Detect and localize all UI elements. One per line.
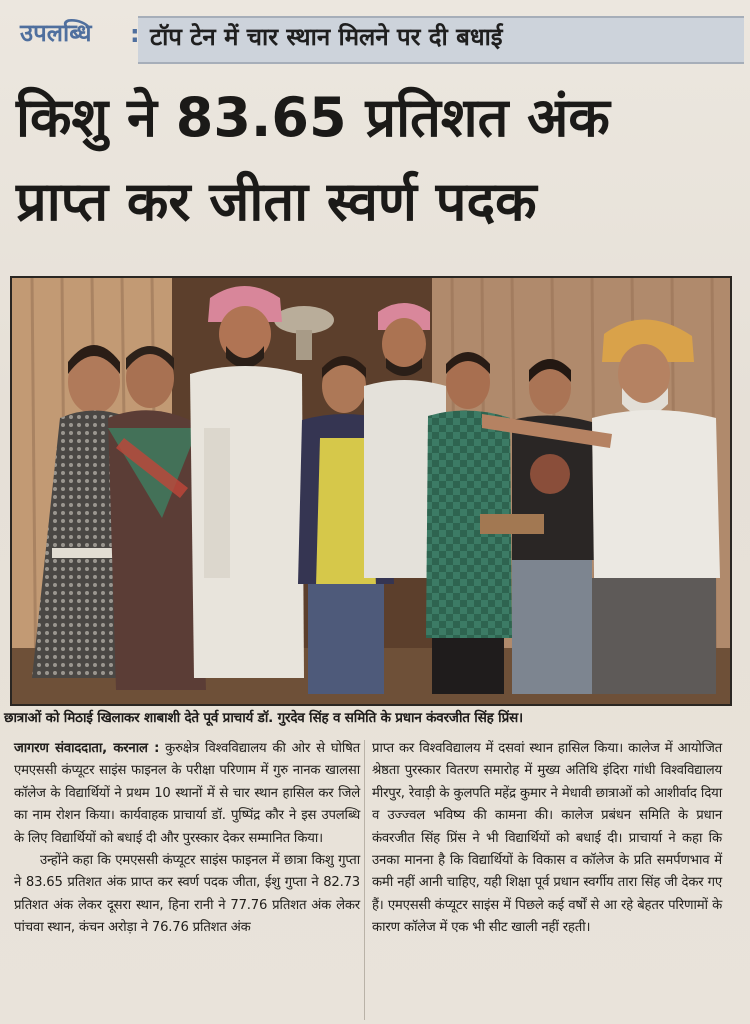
article-paragraph-2: उन्होंने कहा कि एमएससी कंप्यूटर साइंस फाइनल में छात्रा किशु गुप्ता ने 83.65 प्रतिशत अंक प्राप्त कर स्वर्ण पदक जीता, ईशु गुप्ता ने 82.73 प्रतिशत अंक लेकर दूसरा स्थान, हिना रानी ने 77.76 प्रतिशत अंक लेकर पांचवा स्थान, कंचन अरोड़ा ने 76.76 प्रतिशत अंक: [14, 853, 360, 936]
headline-line-2: प्राप्त कर जीता स्वर्ण पदक: [16, 170, 537, 233]
trophy-cup: [274, 306, 334, 334]
deck-headline: टॉप टेन में चार स्थान मिलने पर दी बधाई: [150, 23, 503, 51]
kicker-separator: :: [130, 20, 140, 48]
photo-illustration: [12, 278, 730, 704]
headline-line-1: किशु ने 83.65 प्रतिशत अंक: [16, 86, 610, 149]
kicker-row: [12, 12, 734, 62]
photo-caption: छात्राओं को मिठाई खिलाकर शाबाशी देते पूर्व प्राचार्य डॉ. गुरदेव सिंह व समिति के प्रधान कंवरजीत सिंह प्रिंस।: [4, 710, 523, 726]
main-headline: [16, 76, 738, 244]
article-paragraph-1: [14, 738, 360, 850]
column-divider: [364, 740, 365, 1020]
paragraph-1-text: कुरुक्षेत्र विश्वविद्यालय की ओर से घोषित एमएससी कंप्यूटर साइंस फाइनल के परीक्षा परिणाम में गुरु नानक खालसा कॉलेज के विद्यार्थियों ने प्रथम 10 स्थानों में से चार स्थान हासिल कर जिले का नाम रोशन किया। कार्यवाहक प्राचार्या डॉ. पुष्पिंद्र कौर ने इस उपलब्धि के लिए विद्यार्थियों को बधाई दी और पुरस्कार देकर सम्मानित किया।: [14, 741, 360, 846]
article-column-left: [14, 738, 360, 940]
kicker-label: उपलब्धि: [20, 19, 92, 47]
sweets-box: [480, 514, 544, 534]
article-paragraph-3: प्राप्त कर विश्वविद्यालय में दसवां स्थान हासिल किया। कालेज में आयोजित श्रेष्ठता पुरस्कार वितरण समारोह में मुख्य अतिथि इंदिरा गांधी विश्वविद्यालय मीरपुर, रेवाड़ी के कुलपति महेंद्र कुमार ने मेधावी छात्राओं को आशीर्वाद दिया व उज्ज्वल भविष्य की कामना की। कालेज प्रबंधन समिति के प्रधान कंवरजीत सिंह प्रिंस ने भी विद्यार्थियों को बधाई दी। प्राचार्या ने कहा कि उनका मानना है कि विद्यार्थियों के विकास व कॉलेज के प्रति समर्पणभाव में कमी नहीं आनी चाहिए, यही शिक्षा पूर्व प्रधान स्वर्गीय तारा सिंह जी देकर गए हैं। एमएससी कंप्यूटर साइंस में पिछले कई वर्षों से आ रहे बेहतर परिणामों के कारण कॉलेज में एक भी सीट खाली नहीं रहती।: [372, 741, 722, 936]
news-photo: [10, 276, 732, 706]
article-column-right: [372, 738, 722, 940]
dateline: जागरण संवाददाता, करनाल :: [14, 741, 160, 756]
